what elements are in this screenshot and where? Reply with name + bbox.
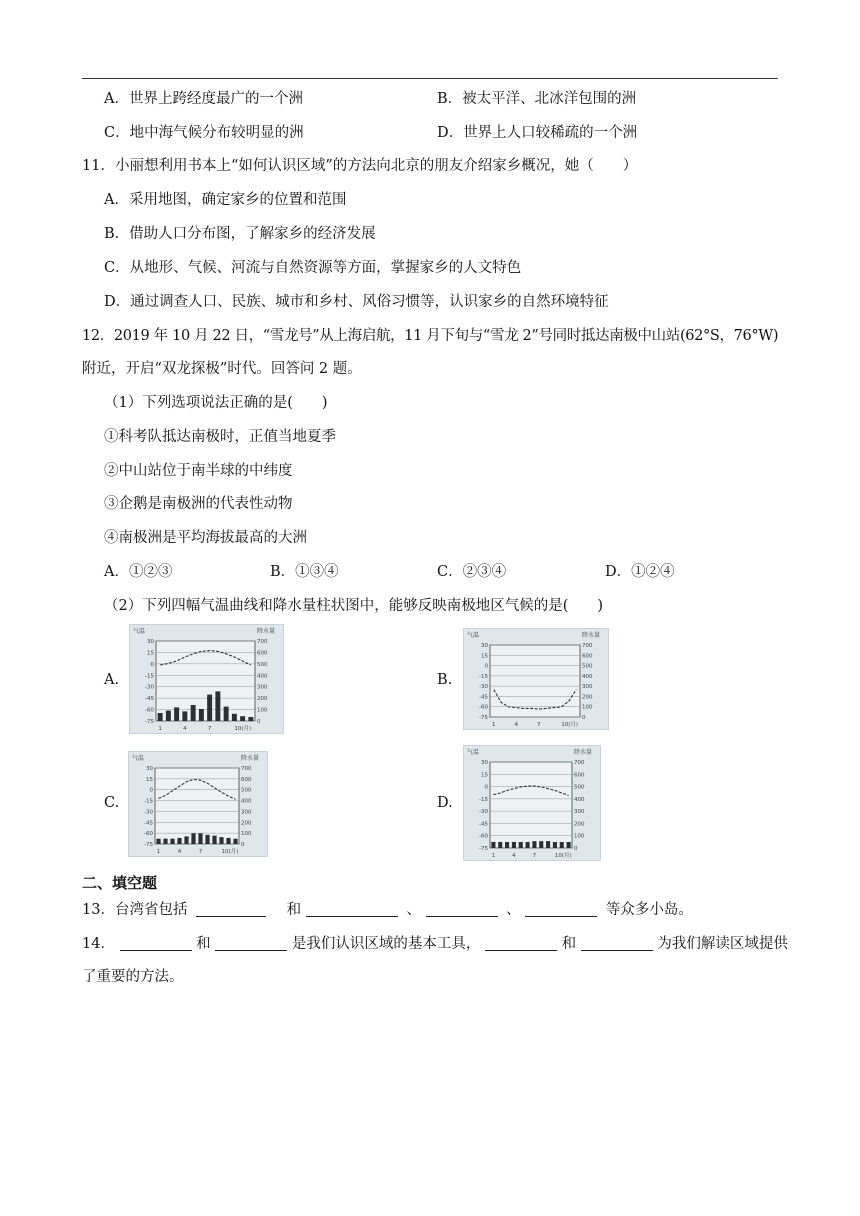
q11-stem: 11．小丽想利用书本上“如何认识区域”的方法向北京的朋友介绍家乡概况，她（ ） <box>82 158 638 174</box>
temp-tick-label: 15 <box>146 776 153 783</box>
precip-tick-label: 600 <box>241 776 252 783</box>
month-tick-label: 1 <box>492 722 496 728</box>
temp-tick-label: 0 <box>149 787 153 794</box>
precip-bar <box>177 838 181 844</box>
precip-bar <box>519 842 523 848</box>
q10-option-c[interactable]: C．地中海气候分布较明显的洲 <box>104 125 304 141</box>
temp-tick-label: -45 <box>144 820 153 827</box>
figure-label-a[interactable]: A. <box>104 672 120 688</box>
precip-bar <box>526 842 530 848</box>
temp-axis-label: 气温 <box>133 628 146 635</box>
q14-text-and1: 和 <box>196 936 211 952</box>
q12-option-b[interactable]: B．①③④ <box>270 564 339 580</box>
temp-tick-label: -60 <box>145 707 154 714</box>
q14-blank-1[interactable] <box>120 934 192 951</box>
precip-bar <box>233 839 237 844</box>
precip-tick-label: 0 <box>257 719 261 725</box>
temp-axis-label: 气温 <box>467 632 480 639</box>
precip-tick-label: 200 <box>241 820 252 827</box>
q12-statement-3: ③企鹅是南极洲的代表性动物 <box>104 496 293 512</box>
temp-tick-label: 30 <box>481 760 488 766</box>
plot-frame <box>156 641 255 721</box>
month-tick-label: 10(月) <box>554 853 572 859</box>
q14-blank-3[interactable] <box>485 934 557 951</box>
temp-tick-label: 15 <box>481 772 488 779</box>
precip-tick-label: 700 <box>574 760 585 766</box>
temp-tick-label: 30 <box>146 766 153 772</box>
precip-bar <box>560 842 564 848</box>
plot-frame <box>490 645 580 717</box>
q13-line <box>82 900 693 920</box>
precip-tick-label: 300 <box>257 684 268 691</box>
precip-bar <box>174 707 179 721</box>
q10-option-b[interactable]: B．被太平洋、北冰洋包围的洲 <box>437 91 637 107</box>
precip-axis-label: 降水量 <box>257 628 276 635</box>
temp-axis-label: 气温 <box>132 755 145 762</box>
temp-tick-label: -75 <box>479 846 488 852</box>
precip-tick-label: 200 <box>257 696 268 703</box>
precip-bar <box>248 717 253 721</box>
precip-tick-label: 0 <box>582 715 586 721</box>
q12-sub2-stem: （2）下列四幅气温曲线和降水量柱状图中，能够反映南极地区气候的是( ) <box>104 598 604 614</box>
precip-bar <box>232 714 237 721</box>
q12-option-a[interactable]: A．①②③ <box>104 564 173 580</box>
q13-blank-3[interactable] <box>426 900 498 917</box>
q13-prefix: 13．台湾省包括 <box>82 902 188 918</box>
precip-bar <box>191 833 195 844</box>
precip-tick-label: 100 <box>582 704 593 711</box>
q10-option-a[interactable]: A．世界上跨经度最广的一个洲 <box>104 91 303 107</box>
precip-bar <box>553 842 557 848</box>
q12-statement-1: ①科考队抵达南极时，正值当地夏季 <box>104 429 336 445</box>
precip-bar <box>212 836 216 844</box>
precip-bar <box>170 839 174 844</box>
figure-label-c[interactable]: C. <box>104 795 120 811</box>
q11-option-b[interactable]: B．借助人口分布图，了解家乡的经济发展 <box>104 226 376 242</box>
temp-tick-label: 0 <box>150 661 154 668</box>
header-rule <box>82 78 778 79</box>
temp-tick-label: -30 <box>145 684 154 691</box>
figure-label-b[interactable]: B. <box>437 672 453 688</box>
figure-label-d[interactable]: D. <box>437 795 453 811</box>
q12-statement-2: ②中山站位于南半球的中纬度 <box>104 463 293 479</box>
q14-text-provide: 为我们解读区域提供 <box>657 936 788 952</box>
precip-tick-label: 300 <box>582 684 593 691</box>
precip-bar <box>539 841 543 848</box>
climate-chart-a[interactable] <box>129 624 284 734</box>
precip-bar <box>505 842 509 848</box>
q14-blank-2[interactable] <box>215 934 287 951</box>
q11-option-a[interactable]: A．采用地图，确定家乡的位置和范围 <box>104 192 347 208</box>
plot-frame <box>490 762 572 848</box>
q12-option-c[interactable]: C．②③④ <box>437 564 507 580</box>
q11-option-d[interactable]: D．通过调查人口、民族、城市和乡村、风俗习惯等，认识家乡的自然环境特征 <box>104 294 609 310</box>
q12-option-d[interactable]: D．①②④ <box>605 564 675 580</box>
section-title-fill-in: 二、填空题 <box>82 874 158 892</box>
month-tick-label: 4 <box>177 849 182 855</box>
precip-bar <box>546 841 550 848</box>
climate-chart-c[interactable] <box>128 751 268 857</box>
precip-tick-label: 500 <box>241 787 252 794</box>
precip-tick-label: 700 <box>257 639 268 645</box>
q13-blank-2[interactable] <box>306 900 398 917</box>
precip-tick-label: 600 <box>574 772 585 779</box>
month-tick-label: 10(月) <box>561 722 579 728</box>
month-tick-label: 10(月) <box>221 849 239 855</box>
temp-tick-label: -60 <box>144 831 153 838</box>
precip-bar <box>240 716 245 721</box>
temp-tick-label: 30 <box>147 639 154 645</box>
plot-frame <box>155 768 239 844</box>
precip-tick-label: 0 <box>574 846 578 852</box>
temp-tick-label: -75 <box>144 842 153 848</box>
precip-tick-label: 400 <box>257 673 268 680</box>
month-tick-label: 4 <box>514 722 518 728</box>
month-tick-label: 10(月) <box>234 726 252 732</box>
month-tick-label: 7 <box>207 726 212 732</box>
q14-text-tools: 是我们认识区域的基本工具， <box>291 936 481 952</box>
precip-bar <box>205 835 209 844</box>
precip-bar <box>491 842 495 848</box>
q11-option-c[interactable]: C．从地形、气候、河流与自然资源等方面，掌握家乡的人文特色 <box>104 260 522 276</box>
month-tick-label: 1 <box>491 853 496 859</box>
precip-tick-label: 700 <box>241 766 252 772</box>
precip-tick-label: 500 <box>582 663 593 670</box>
precip-bar <box>163 839 167 844</box>
month-tick-label: 4 <box>183 726 187 732</box>
temp-tick-label: -15 <box>479 796 488 803</box>
temp-tick-label: -15 <box>479 673 488 680</box>
precip-bar <box>219 837 223 844</box>
precip-bar <box>498 842 502 848</box>
temp-tick-label: -75 <box>479 715 488 721</box>
temp-tick-label: -60 <box>479 704 488 711</box>
precip-tick-label: 100 <box>241 831 252 838</box>
q13-text-sep2: 、 <box>506 902 521 918</box>
q14-prefix: 14． <box>82 936 115 952</box>
precip-axis-label: 降水量 <box>241 755 260 762</box>
temp-tick-label: 15 <box>481 653 488 660</box>
q12-stem-line1: 12．2019 年 10 月 22 日，“雪龙号”从上海启航，11 月下旬与“雪龙 2”号同时抵达南极中山站(62°S，76°W) <box>82 328 779 344</box>
precip-tick-label: 500 <box>574 784 585 791</box>
temp-tick-label: 15 <box>147 650 154 657</box>
precip-tick-label: 400 <box>582 673 593 680</box>
temp-tick-label: -75 <box>145 719 154 725</box>
temp-tick-label: -30 <box>479 809 488 816</box>
temp-tick-label: -15 <box>145 673 154 680</box>
precip-bar <box>156 839 160 844</box>
precip-bar <box>166 711 171 721</box>
precip-tick-label: 200 <box>582 694 593 701</box>
precip-bar <box>215 691 220 721</box>
temp-tick-label: -30 <box>479 684 488 691</box>
precip-bar <box>207 695 212 721</box>
temp-tick-label: 30 <box>481 643 488 649</box>
precip-tick-label: 700 <box>582 643 593 649</box>
temp-tick-label: -45 <box>479 821 488 828</box>
precip-tick-label: 400 <box>241 798 252 805</box>
precip-tick-label: 600 <box>582 653 593 660</box>
temp-tick-label: -30 <box>144 809 153 816</box>
precip-axis-label: 降水量 <box>582 632 601 639</box>
month-tick-label: 1 <box>158 726 162 732</box>
q13-blank-4[interactable] <box>525 900 597 917</box>
month-tick-label: 4 <box>512 853 516 859</box>
q12-statement-4: ④南极洲是平均海拔最高的大洲 <box>104 530 307 546</box>
precip-bar <box>198 833 202 844</box>
precip-bar <box>226 838 230 844</box>
precip-bar <box>191 705 196 721</box>
temp-axis-label: 气温 <box>467 749 480 756</box>
precip-axis-label: 降水量 <box>574 749 593 756</box>
precip-tick-label: 200 <box>574 821 585 828</box>
temp-tick-label: 0 <box>484 663 488 670</box>
precip-bar <box>532 841 536 848</box>
q13-text-and: 和 <box>286 902 302 918</box>
q10-option-d[interactable]: D．世界上人口较稀疏的一个洲 <box>437 125 638 141</box>
temp-tick-label: 0 <box>484 784 488 791</box>
precip-bar <box>158 713 163 721</box>
climate-chart-d[interactable] <box>463 745 601 861</box>
precip-bar <box>567 842 571 848</box>
q13-blank-1[interactable] <box>196 900 266 917</box>
temp-tick-label: -45 <box>145 696 154 703</box>
precip-bar <box>512 842 516 848</box>
precip-tick-label: 400 <box>574 796 585 803</box>
q13-text-sep1: 、 <box>406 902 421 918</box>
q14-line2: 了重要的方法。 <box>82 969 184 985</box>
precip-tick-label: 600 <box>257 650 268 657</box>
precip-bar <box>182 711 187 721</box>
q14-blank-4[interactable] <box>581 934 653 951</box>
precip-tick-label: 0 <box>241 842 245 848</box>
temp-tick-label: -15 <box>144 798 153 805</box>
climate-chart-b[interactable] <box>463 628 609 730</box>
precip-tick-label: 100 <box>257 707 268 714</box>
precip-tick-label: 500 <box>257 661 268 668</box>
temp-tick-label: -60 <box>479 833 488 840</box>
precip-bar <box>184 836 188 844</box>
month-tick-label: 1 <box>156 849 161 855</box>
temp-tick-label: -45 <box>479 694 488 701</box>
precip-bar <box>199 709 204 721</box>
precip-tick-label: 300 <box>574 809 585 816</box>
q14-text-and2: 和 <box>561 936 577 952</box>
q13-text-end: 等众多小岛。 <box>605 902 693 918</box>
precip-tick-label: 300 <box>241 809 252 816</box>
q12-stem-line2: 附近，开启“双龙探极”时代。回答问 2 题。 <box>82 361 362 377</box>
precip-bar <box>224 707 229 721</box>
q12-sub1-stem: （1）下列选项说法正确的是( ) <box>104 395 328 411</box>
precip-tick-label: 100 <box>574 833 585 840</box>
month-tick-label: 7 <box>198 849 203 855</box>
month-tick-label: 7 <box>537 722 541 728</box>
q14-line1 <box>82 934 788 954</box>
month-tick-label: 7 <box>532 853 537 859</box>
